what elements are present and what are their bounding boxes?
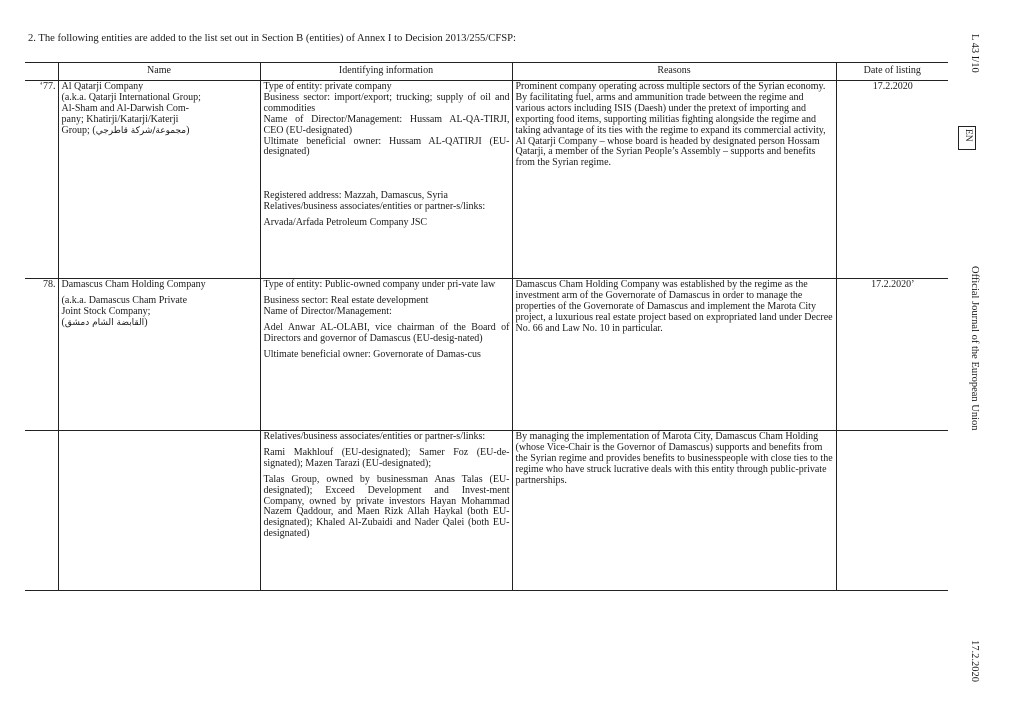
name-line: Joint Stock Company; xyxy=(61,305,151,317)
info-line: Name of Director/Management: Hussam AL-QA-TIRJI, CEO (EU-designated) xyxy=(263,113,510,136)
entry-reasons: By managing the implementation of Marota City, Damascus Cham Holding (whose Vice-Chair is the Governor of Damascus) supports and benefits from the Syrian regime and provides benefits to businesspeople with close ties to the regime who have struck lucrative deals with this entity through public-private partnerships. xyxy=(512,431,836,591)
empty-cell xyxy=(25,431,58,591)
name-line: Al Qatarji Company xyxy=(61,81,144,92)
name-last: Group; xyxy=(61,124,90,136)
name-line: (القابضة الشام دمشق) xyxy=(61,316,148,328)
name-line: (a.k.a. Qatarji International Group; xyxy=(61,91,201,103)
page-date: 17.2.2020 xyxy=(969,640,980,682)
language-badge xyxy=(958,126,976,150)
journal-title: Official Journal of the European Union xyxy=(969,266,980,431)
table-header-row xyxy=(25,63,948,81)
table-row xyxy=(25,81,948,279)
arabic-name: القابضة الشام دمشق xyxy=(64,317,145,328)
header-number xyxy=(25,63,58,81)
info-line: Business sector: import/export; trucking; supply of oil and commodities xyxy=(263,91,510,114)
name-line: pany; Khatirji/Katarji/Katerji xyxy=(61,113,179,125)
entry-identifying-info xyxy=(260,81,512,279)
entry-reasons: Prominent company operating across multiple sectors of the Syrian economy. By facilitating fuel, arms and ammunition trade between the regime and various actors including ISIS (Daesh) under the pretext of importing and exporting food items, supporting militias fighting alongside the regime and taking advantage of its ties with the regime to expand its commercial activity, Al Qatarji Company – whose board is headed by designated person Hossam Qatarji, a member of the Syrian People’s Assembly – supports and benefits from the Syrian regime. xyxy=(512,81,836,279)
info-line: Business sector: Real estate development xyxy=(263,294,429,306)
language-code: EN xyxy=(963,129,973,142)
name-line: (a.k.a. Damascus Cham Private xyxy=(61,294,188,306)
header-reasons: Reasons xyxy=(512,63,836,81)
info-line: Ultimate beneficial owner: Governorate of Damas-cus xyxy=(263,348,481,360)
table-row-continuation xyxy=(25,431,948,591)
info-line: Name of Director/Management: xyxy=(263,305,392,317)
name-line: Al-Sham and Al-Darwish Com- xyxy=(61,102,189,114)
entry-date: 17.2.2020 xyxy=(836,81,948,279)
header-name: Name xyxy=(58,63,260,81)
header-date: Date of listing xyxy=(836,63,948,81)
header-identifying-info: Identifying information xyxy=(260,63,512,81)
entry-number: 78. xyxy=(43,279,56,290)
info-line: Ultimate beneficial owner: Hussam AL-QATIRJI (EU-designated) xyxy=(263,135,510,158)
info-line: Talas Group, owned by businessman Anas Talas (EU-designated); Exceed Development and Invest-ment Company, owned by private investors Hayan Mohammad Nazem Qaddour, and Maen Rizk Allah Haykal (both EU-designated); Khaled Al-Zubaidi and Nader Qalei (both EU-designated) xyxy=(263,473,510,540)
entry-date: 17.2.2020’ xyxy=(836,279,948,431)
arabic-name: مجموعة/شركة قاطرجي xyxy=(95,125,187,136)
entry-reasons: Damascus Cham Holding Company was established by the regime as the investment arm of the Governorate of Damascus in order to manage the properties of the Governorate of Damascus and implement the Marota City project, a luxurious real estate project based on expropriated land under Decree No. 66 and Law No. 10 in particular. xyxy=(512,279,836,431)
name-line: Group; (مجموعة/شركة قاطرجي) xyxy=(61,124,190,136)
table-row xyxy=(25,279,948,431)
entry-identifying-info xyxy=(260,431,512,591)
info-line: Type of entity: Public-owned company under pri-vate law xyxy=(263,279,496,290)
info-line: Registered address: Mazzah, Damascus, Syria xyxy=(263,190,448,202)
empty-cell xyxy=(836,431,948,591)
intro-paragraph: 2. The following entities are added to the list set out in Section B (entities) of Annex I to Decision 2013/255/CFSP: xyxy=(28,33,516,44)
entry-number: ‘77. xyxy=(25,81,58,279)
info-line: Type of entity: private company xyxy=(263,81,392,92)
entry-name xyxy=(58,279,260,431)
info-line: Relatives/business associates/entities or partner-s/links: xyxy=(263,431,486,442)
info-line: Adel Anwar AL-OLABI, vice chairman of the Board of Directors and governor of Damascus (EU-desig-nated) xyxy=(263,321,510,344)
empty-cell xyxy=(58,431,260,591)
entry-name xyxy=(58,81,260,279)
info-line: Rami Makhlouf (EU-designated); Samer Foz (EU-de-signated); Mazen Tarazi (EU-designated); xyxy=(263,446,510,469)
info-line: Arvada/Arfada Petroleum Company JSC xyxy=(263,217,428,229)
name-line: Damascus Cham Holding Company xyxy=(61,279,206,290)
info-line: Relatives/business associates/entities or partner-s/links: xyxy=(263,201,486,213)
entities-table xyxy=(25,62,948,591)
page-reference: L 43 I/10 xyxy=(969,34,980,73)
entry-identifying-info xyxy=(260,279,512,431)
